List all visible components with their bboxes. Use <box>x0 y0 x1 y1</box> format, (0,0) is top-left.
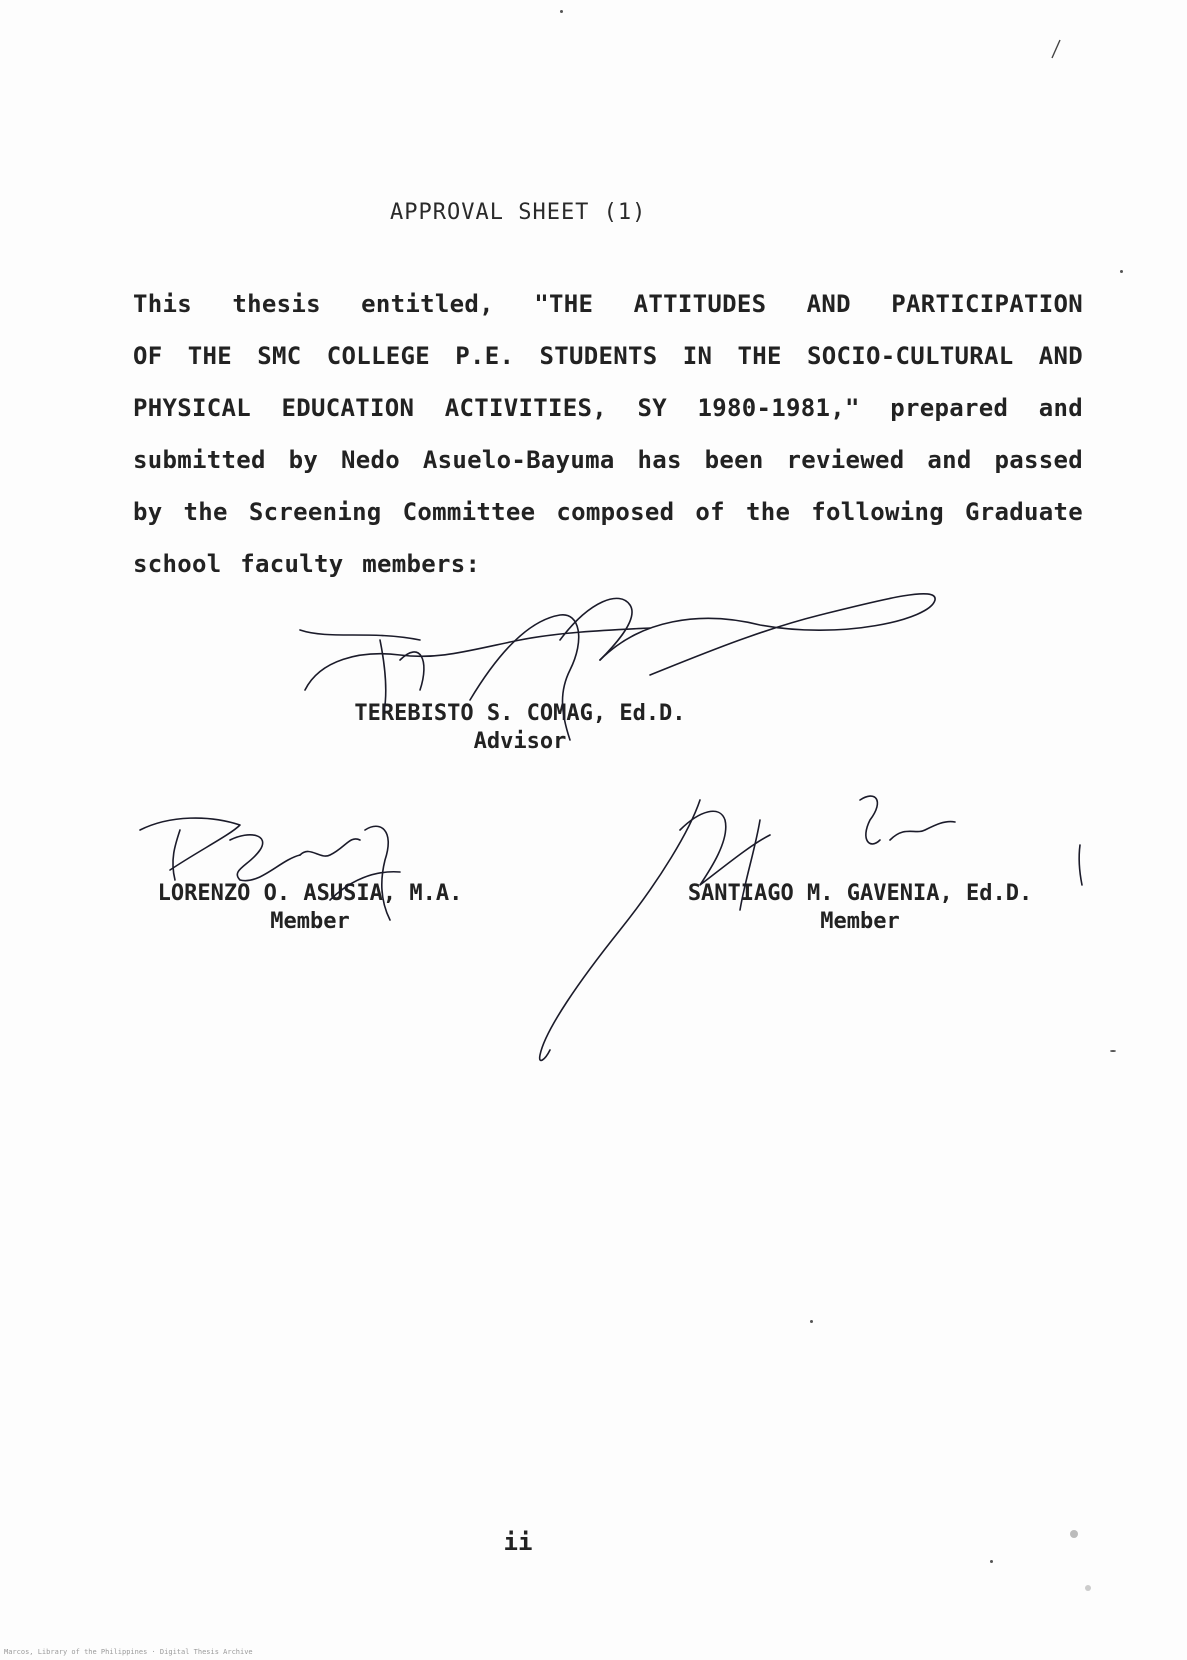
margin-mark <box>1052 40 1060 58</box>
document-title: APPROVAL SHEET (1) <box>390 200 647 225</box>
paragraph-line: school faculty members: <box>133 550 481 578</box>
advisor-role: Advisor <box>473 729 567 754</box>
member-role: Member <box>270 909 350 934</box>
thesis-approval-paragraph <box>133 278 1083 590</box>
member-signature-block-right <box>650 880 1070 936</box>
paragraph-line: This thesis entitled, "THE ATTITUDES AND PARTICIPATION <box>133 290 1083 318</box>
paragraph-line: PHYSICAL EDUCATION ACTIVITIES, SY 1980-1981," prepared and <box>133 394 1083 422</box>
paragraph-line: OF THE SMC COLLEGE P.E. STUDENTS IN THE SOCIO-CULTURAL AND <box>133 342 1083 370</box>
paragraph-line: by the Screening Committee composed of the following Graduate <box>133 498 1083 526</box>
footer-note: Marcos, Library of the Philippines · Digital Thesis Archive <box>4 1648 253 1656</box>
paragraph-line: submitted by Nedo Asuelo-Bayuma has been reviewed and passed <box>133 446 1083 474</box>
advisor-signature-block <box>320 700 720 756</box>
page-number: ii <box>503 1528 533 1556</box>
member-role: Member <box>820 909 900 934</box>
advisor-name: TEREBISTO S. COMAG, Ed.D. <box>354 701 686 726</box>
member-signature-block-left <box>130 880 490 936</box>
member-name: LORENZO O. ASUSIA, M.A. <box>157 881 463 906</box>
member-name: SANTIAGO M. GAVENIA, Ed.D. <box>687 881 1033 906</box>
